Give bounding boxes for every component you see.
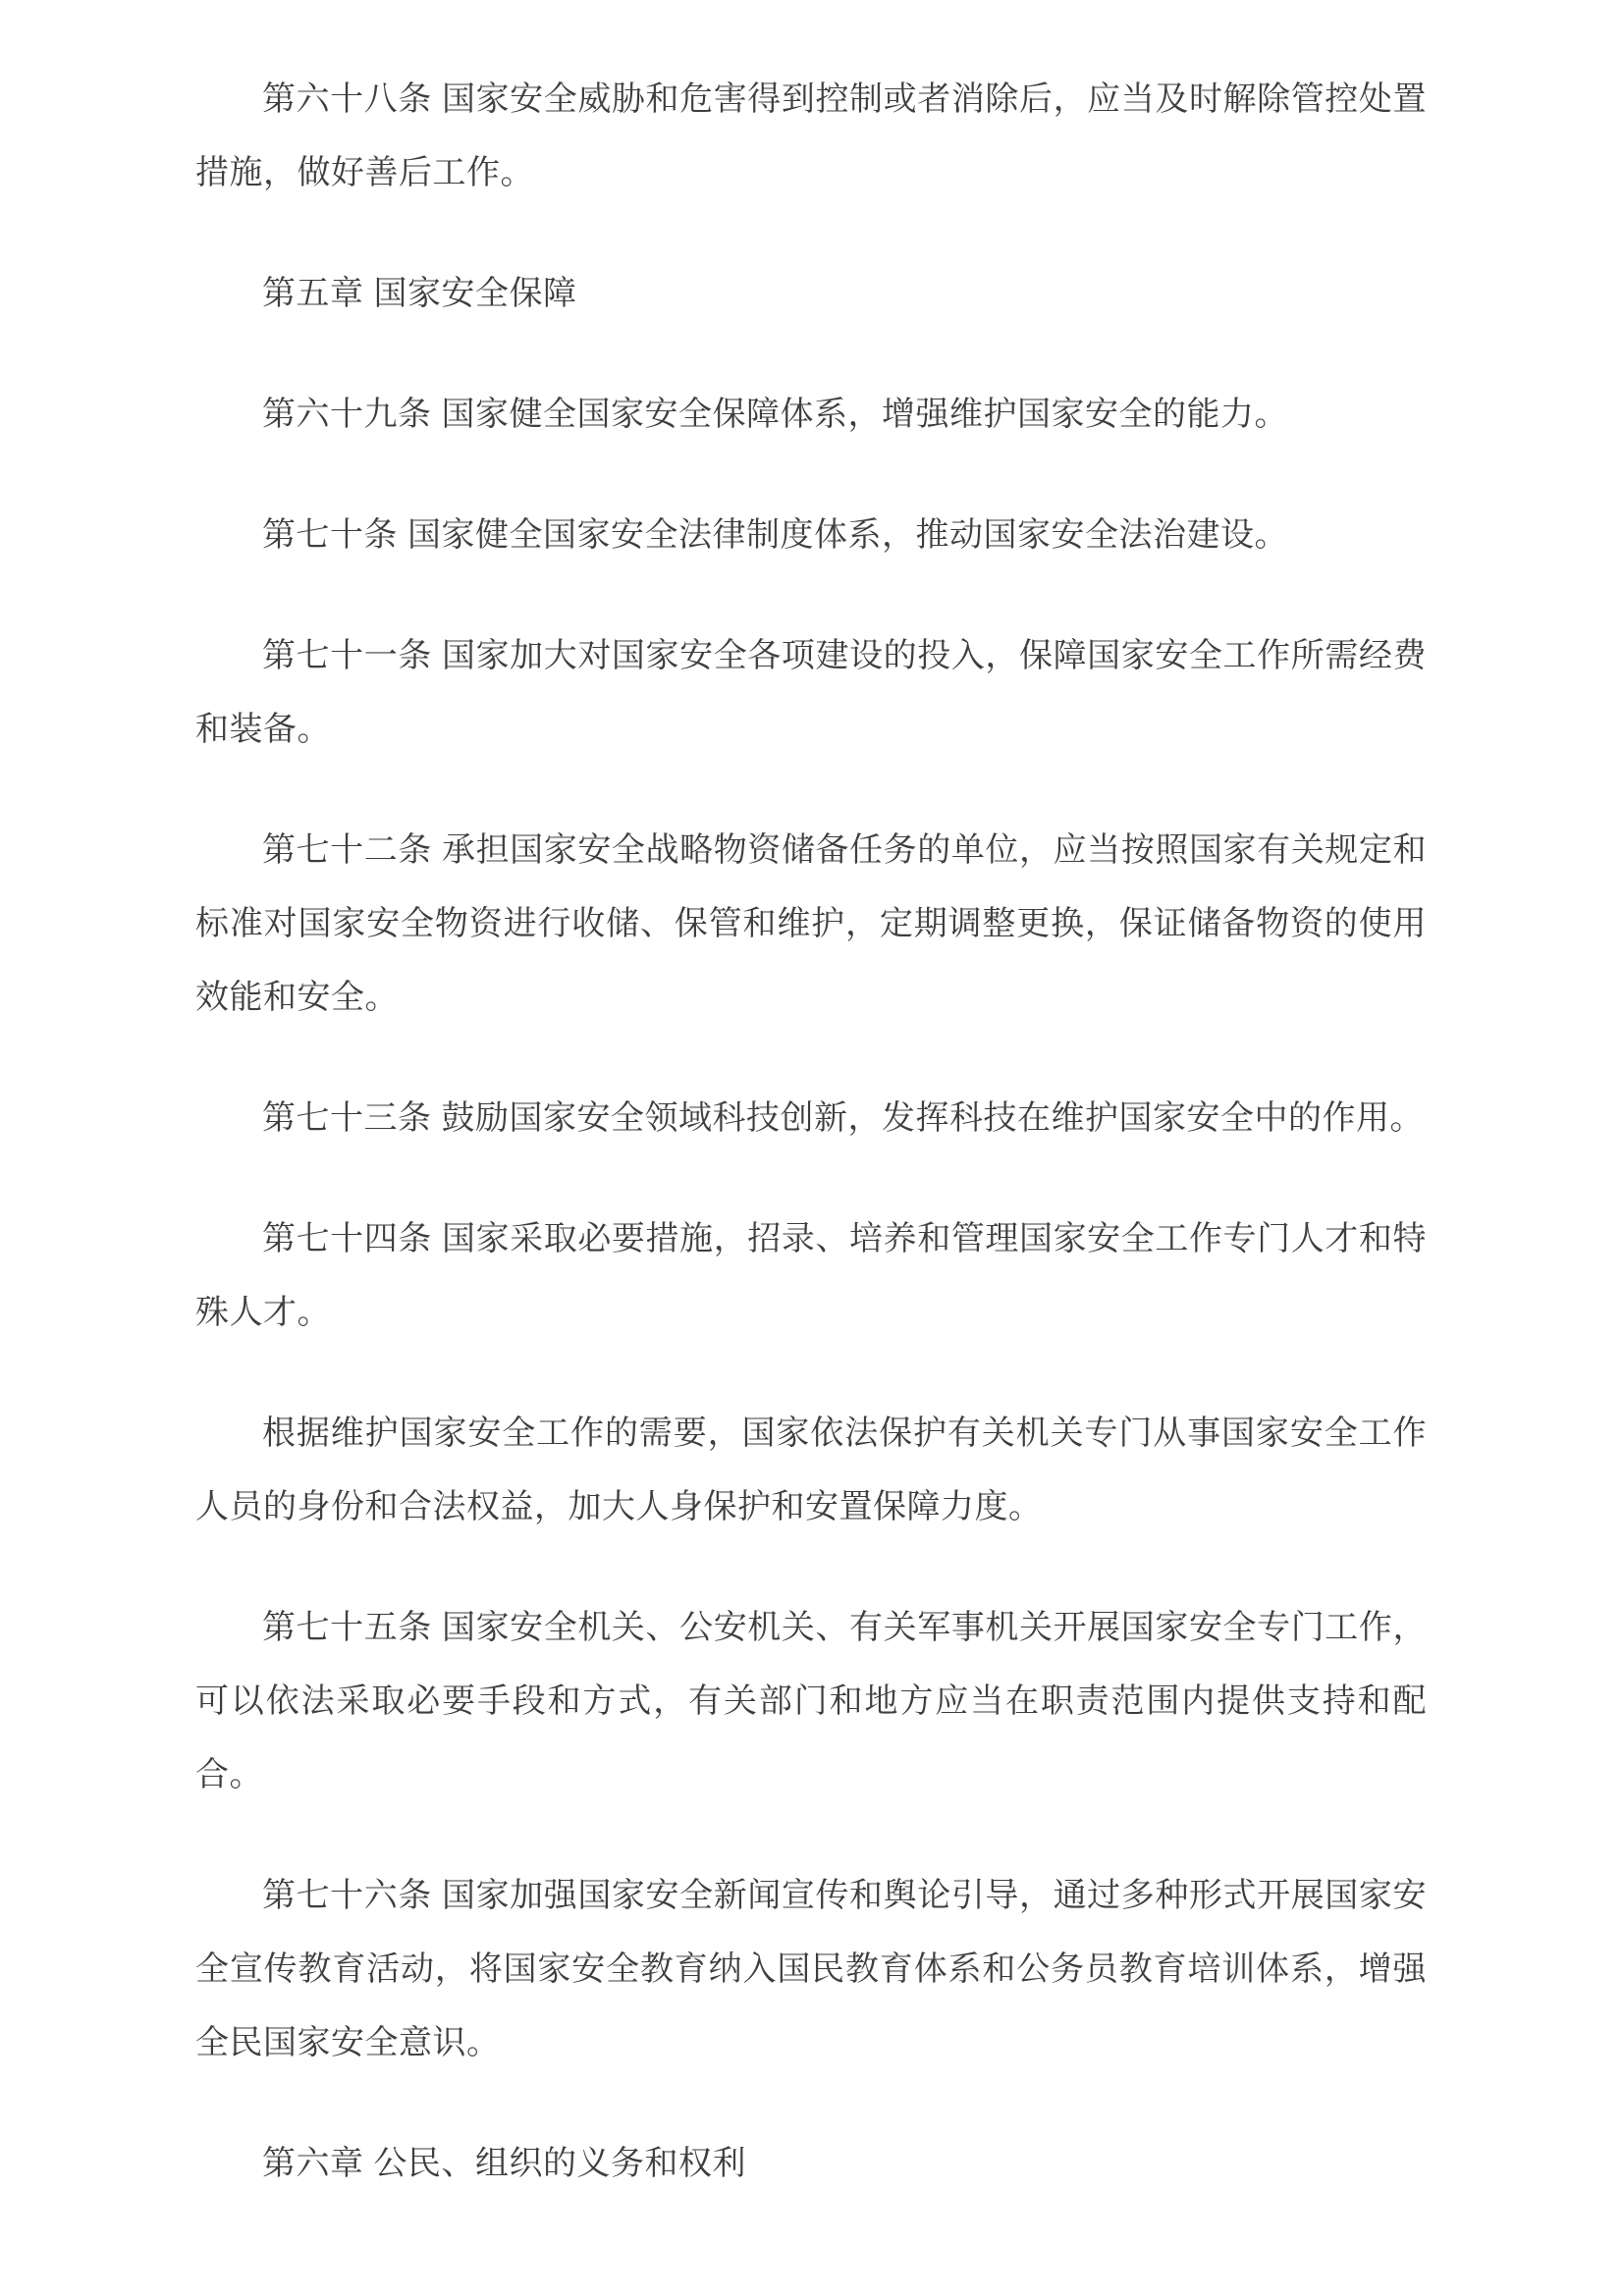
law-paragraph: 第六十八条 国家安全威胁和危害得到控制或者消除后，应当及时解除管控处置措施，做好善后工作。 [195,80,1427,191]
law-paragraph: 第七十六条 国家加强国家安全新闻宣传和舆论引导，通过多种形式开展国家安全宣传教育活动，将国家安全教育纳入国民教育体系和公务员教育培训体系，增强全民国家安全意识。 [195,1877,1427,2061]
chapter-heading: 第六章 公民、组织的义务和权利 [262,2145,746,2182]
law-paragraph: 第七十四条 国家采取必要措施，招录、培养和管理国家安全工作专门人才和特殊人才。 [195,1220,1427,1331]
law-paragraph: 第六十九条 国家健全国家安全保障体系，增强维护国家安全的能力。 [262,396,1288,433]
law-paragraph: 第七十二条 承担国家安全战略物资储备任务的单位，应当按照国家有关规定和标准对国家安全物资进行收储、保管和维护，定期调整更换，保证储备物资的使用效能和安全。 [195,831,1427,1016]
document-content [195,63,1427,2201]
chapter-heading: 第五章 国家安全保障 [262,275,577,312]
law-paragraph: 第七十五条 国家安全机关、公安机关、有关军事机关开展国家安全专门工作，可以依法采取必要手段和方式，有关部门和地方应当在职责范围内提供支持和配合。 [195,1609,1427,1793]
law-paragraph: 第七十条 国家健全国家安全法律制度体系，推动国家安全法治建设。 [262,516,1288,554]
law-paragraph: 第七十三条 鼓励国家安全领域科技创新，发挥科技在维护国家安全中的作用。 [262,1099,1424,1137]
law-paragraph: 根据维护国家安全工作的需要，国家依法保护有关机关专门从事国家安全工作人员的身份和合法权益，加大人身保护和安置保障力度。 [195,1415,1427,1525]
law-paragraph: 第七十一条 国家加大对国家安全各项建设的投入，保障国家安全工作所需经费和装备。 [195,637,1427,748]
